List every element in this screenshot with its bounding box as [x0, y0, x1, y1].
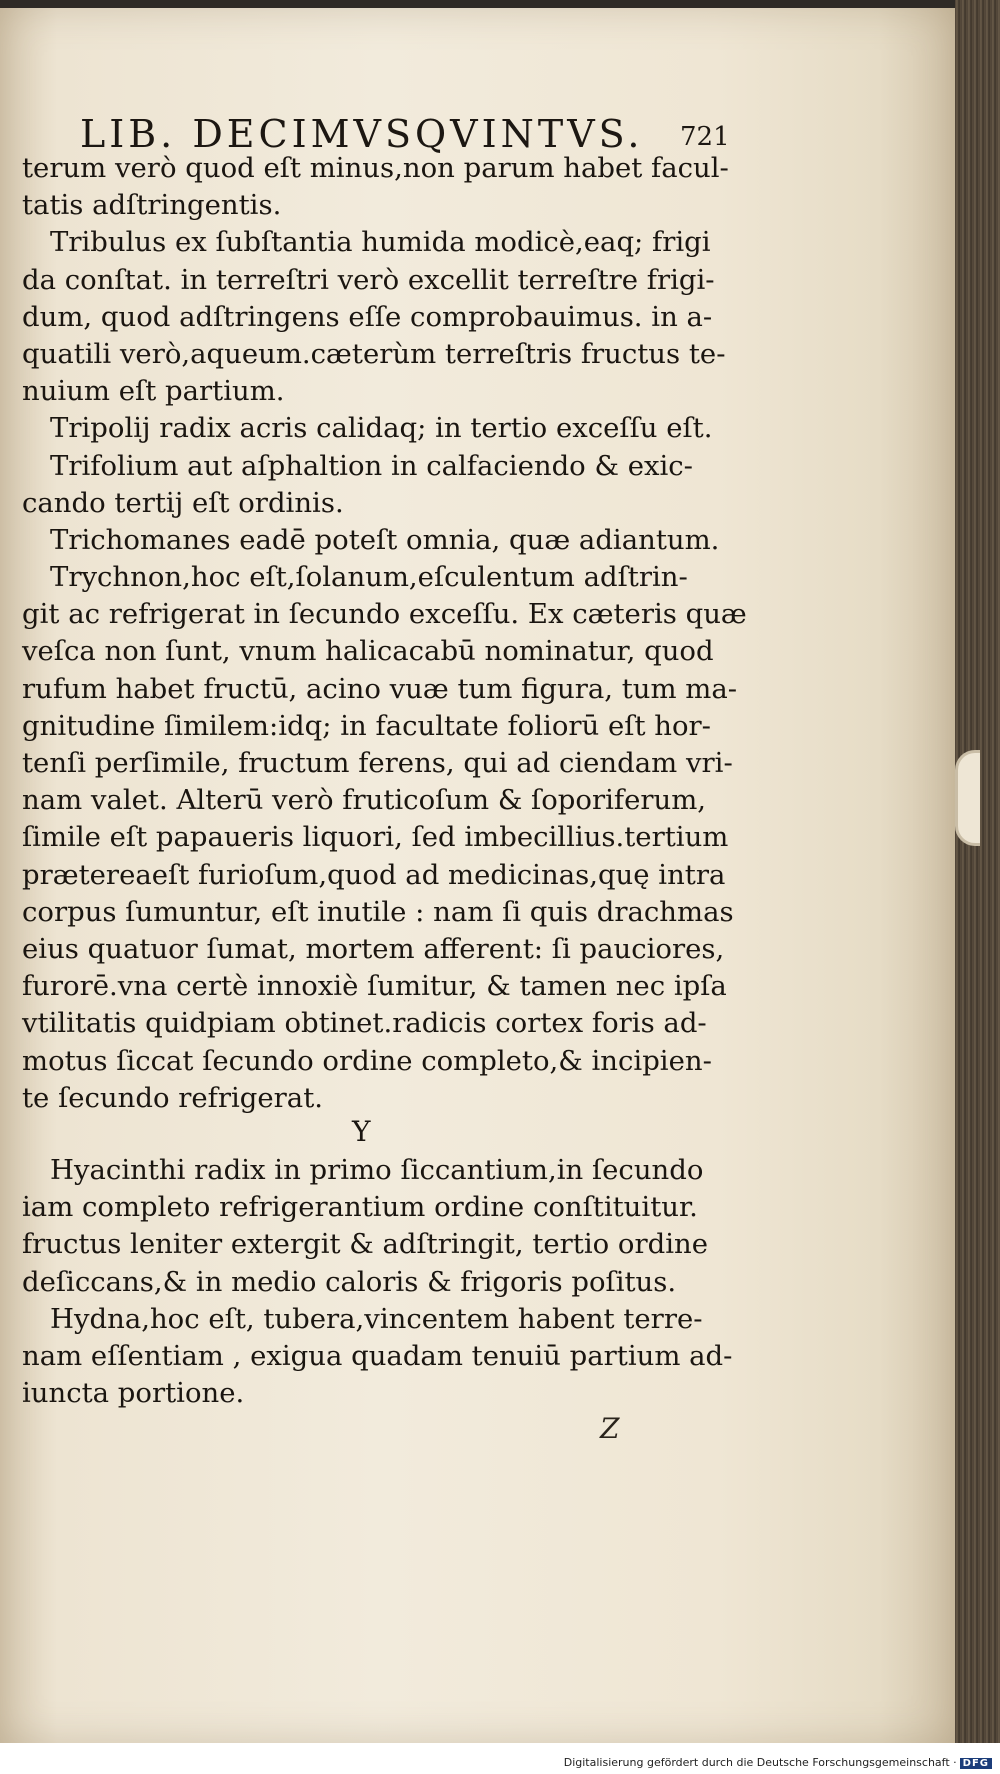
text-line: fructus leniter extergit & adſtringit, tertio ordine — [22, 1228, 709, 1261]
text-line: ſimile eſt papaueris liquori, ſed imbecillius.tertium — [22, 821, 729, 854]
text-line: gnitudine ſimilem:idq; in facultate foliorū eſt hor- — [22, 709, 711, 742]
text-line: corpus ſumuntur, eſt inutile : nam ſi quis drachmas — [22, 895, 734, 928]
catchword: Z — [600, 1412, 620, 1445]
credit-text: Digitalisierung gefördert durch die Deutsche Forschungsgemeinschaft · — [563, 1756, 957, 1769]
text-line: prætereaeſt furioſum,quod ad medicinas,quę intra — [22, 858, 726, 891]
text-line: Tripolij radix acris calidaq; in tertio exceſſu eſt. — [50, 412, 713, 445]
text-line: tenſi perſimile, fructum ferens, qui ad ciendam vri- — [22, 747, 733, 779]
text-line: iam completo refrigerantium ordine conſtituitur. — [22, 1191, 698, 1224]
text-line: tatis adſtringentis. — [22, 189, 282, 222]
text-block-t — [22, 150, 747, 1117]
dfg-logo: DFG — [960, 1758, 992, 1769]
text-line: motus ſiccat ſecundo ordine completo,& incipien- — [22, 1044, 712, 1077]
text-line: nam valet. Alterū verò fruticoſum & ſoporiferum, — [22, 784, 707, 817]
text-line: Trichomanes eadē poteſt omnia, quæ adiantum. — [50, 523, 720, 556]
text-line: quatili verò,aqueum.cæterùm terreſtris fructus te- — [22, 337, 726, 370]
text-line: Trifolium aut aſphaltion in calfaciendo & exic- — [50, 449, 693, 482]
text-block-y — [22, 1152, 732, 1412]
text-line: rufum habet fructū, acino vuæ tum figura, tum ma- — [22, 672, 738, 705]
text-line: Hyacinthi radix in primo ſiccantium,in ſecundo — [50, 1154, 704, 1186]
text-line: git ac refrigerat in ſecundo exceſſu. Ex cæteris quæ — [22, 598, 747, 631]
book-fore-edge — [955, 0, 1000, 1745]
digitization-credit — [564, 1756, 992, 1769]
text-line: nam eſſentiam , exigua quadam tenuiū partium ad- — [22, 1339, 733, 1372]
text-line: deſiccans,& in medio caloris & frigoris poſitus. — [22, 1265, 677, 1298]
running-title: LIB. DECIMVSQVINTVS. — [80, 112, 644, 156]
text-line: iuncta portione. — [22, 1377, 245, 1410]
text-line: te ſecundo refrigerat. — [22, 1081, 323, 1114]
section-letter: Y — [352, 1115, 371, 1148]
text-line: Hydna,hoc eſt, tubera,vincentem habent terre- — [50, 1302, 703, 1335]
text-line: nuium eſt partium. — [22, 375, 285, 408]
text-line: eius quatuor ſumat, mortem afferent: ſi pauciores, — [22, 932, 725, 965]
folio-number: 721 — [680, 122, 730, 152]
text-line: cando tertij eſt ordinis. — [22, 486, 344, 519]
text-line: Tribulus ex ſubſtantia humida modicè,eaq; frigi — [50, 226, 711, 259]
page-notch — [955, 750, 980, 846]
text-line: vtilitatis quidpiam obtinet.radicis cortex foris ad- — [22, 1007, 707, 1040]
text-line: Trychnon,hoc eſt,ſolanum,eſculentum adſtrin- — [50, 561, 688, 594]
text-line: terum verò quod eſt minus,non parum habet facul- — [22, 152, 729, 184]
text-line: furorē.vna certè innoxiè ſumitur, & tamen nec ipſa — [22, 970, 727, 1003]
text-line: veſca non ſunt, vnum halicacabū nominatur, quod — [22, 635, 714, 668]
text-line: da conſtat. in terreſtri verò excellit terreſtre frigi- — [22, 263, 715, 296]
text-line: dum, quod adſtringens eſſe comprobauimus. in a- — [22, 300, 713, 333]
